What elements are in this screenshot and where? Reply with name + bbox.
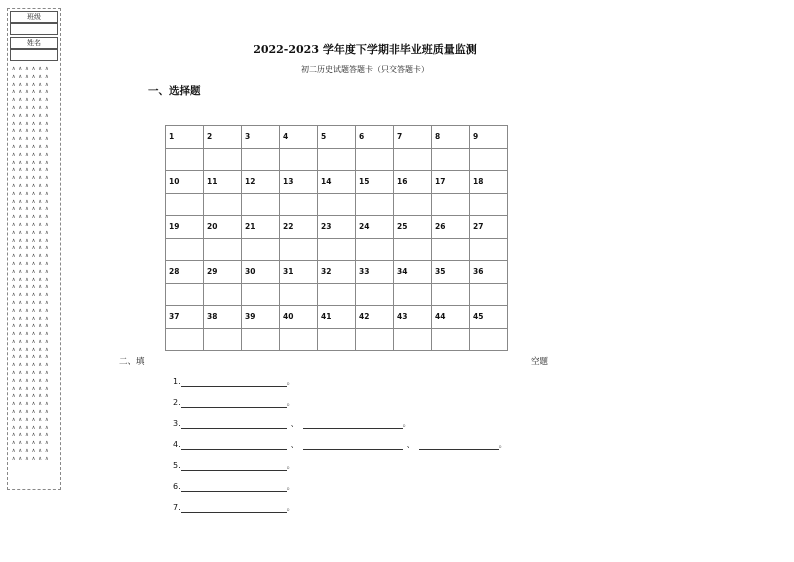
seal-mark-row: ∧ ∧ ∧ ∧ ∧ ∧	[12, 416, 49, 423]
page-subtitle: 初二历史试题答题卡（只交答题卡）	[301, 65, 429, 74]
seal-mark-row: ∧ ∧ ∧ ∧ ∧ ∧	[12, 323, 49, 330]
seal-mark-row: ∧ ∧ ∧ ∧ ∧ ∧	[12, 120, 49, 127]
seal-mark-row: ∧ ∧ ∧ ∧ ∧ ∧	[12, 206, 49, 213]
question-number: 16	[397, 177, 408, 187]
class-blank[interactable]	[10, 23, 58, 35]
question-number: 35	[435, 267, 446, 277]
fill-item-number: 6.	[173, 482, 181, 491]
fill-item-end: 。	[286, 503, 295, 512]
question-number-cell	[166, 216, 204, 239]
question-number-cell	[356, 306, 394, 329]
seal-mark-row: ∧ ∧ ∧ ∧ ∧ ∧	[12, 253, 49, 260]
seal-mark-row: ∧ ∧ ∧ ∧ ∧ ∧	[12, 401, 49, 408]
question-number: 34	[397, 267, 408, 277]
seal-mark-row: ∧ ∧ ∧ ∧ ∧ ∧	[12, 151, 49, 158]
grid-number-row	[166, 171, 508, 194]
seal-mark-row: ∧ ∧ ∧ ∧ ∧ ∧	[12, 89, 49, 96]
grid-answer-row	[166, 238, 508, 261]
grid-number-row	[166, 216, 508, 239]
question-number: 10	[169, 177, 180, 187]
fill-item-end: 。	[498, 440, 507, 449]
seal-mark-row: ∧ ∧ ∧ ∧ ∧ ∧	[12, 167, 49, 174]
answer-cell[interactable]	[280, 148, 318, 171]
question-number-cell	[166, 171, 204, 194]
question-number-cell	[432, 171, 470, 194]
answer-cell[interactable]	[242, 148, 280, 171]
question-number: 31	[283, 267, 294, 277]
answer-cell[interactable]	[470, 238, 508, 261]
answer-cell[interactable]	[280, 193, 318, 216]
seal-mark-row: ∧ ∧ ∧ ∧ ∧ ∧	[12, 331, 49, 338]
question-number-cell	[280, 171, 318, 194]
question-number-cell	[204, 126, 242, 149]
fill-item	[173, 460, 295, 471]
fill-item-end: 。	[286, 377, 295, 386]
seal-mark-row: ∧ ∧ ∧ ∧ ∧ ∧	[12, 315, 49, 322]
fill-blank[interactable]	[419, 440, 499, 450]
question-number-cell	[470, 261, 508, 284]
fill-blank[interactable]	[181, 398, 287, 408]
fill-item	[173, 439, 507, 450]
answer-cell[interactable]	[318, 238, 356, 261]
question-number-cell	[204, 216, 242, 239]
grid-number-row	[166, 261, 508, 284]
question-number-cell	[242, 216, 280, 239]
question-number: 3	[245, 132, 251, 142]
question-number: 15	[359, 177, 370, 187]
answer-cell[interactable]	[356, 148, 394, 171]
question-number-cell	[356, 261, 394, 284]
question-number-cell	[470, 126, 508, 149]
answer-cell[interactable]	[166, 283, 204, 306]
answer-cell[interactable]	[356, 328, 394, 351]
question-number-cell	[280, 306, 318, 329]
question-number: 45	[473, 312, 484, 322]
seal-mark-row: ∧ ∧ ∧ ∧ ∧ ∧	[12, 136, 49, 143]
seal-mark-row: ∧ ∧ ∧ ∧ ∧ ∧	[12, 448, 49, 455]
question-number: 21	[245, 222, 256, 232]
answer-cell[interactable]	[166, 148, 204, 171]
seal-mark-row: ∧ ∧ ∧ ∧ ∧ ∧	[12, 284, 49, 291]
answer-cell[interactable]	[432, 328, 470, 351]
seal-mark-row: ∧ ∧ ∧ ∧ ∧ ∧	[12, 268, 49, 275]
answer-cell[interactable]	[204, 328, 242, 351]
fill-item-number: 4.	[173, 440, 181, 449]
answer-cell[interactable]	[280, 328, 318, 351]
fill-blank[interactable]	[303, 419, 403, 429]
section-fill-heading-right: 空题	[531, 357, 549, 367]
fill-item-number: 5.	[173, 461, 181, 470]
question-number-cell	[280, 216, 318, 239]
seal-mark-row: ∧ ∧ ∧ ∧ ∧ ∧	[12, 81, 49, 88]
fill-blank[interactable]	[181, 482, 287, 492]
question-number: 27	[473, 222, 484, 232]
question-number: 2	[207, 132, 213, 142]
question-number: 23	[321, 222, 332, 232]
seal-mark-row: ∧ ∧ ∧ ∧ ∧ ∧	[12, 292, 49, 299]
answer-cell[interactable]	[166, 328, 204, 351]
page-title: 2022-2023 学年度下学期非毕业班质量监测	[253, 43, 477, 56]
grid-answer-row	[166, 283, 508, 306]
answer-cell[interactable]	[280, 283, 318, 306]
question-number: 6	[359, 132, 365, 142]
answer-cell[interactable]	[242, 283, 280, 306]
fill-item-number: 3.	[173, 419, 181, 428]
fill-item-number: 1.	[173, 377, 181, 386]
question-number-cell	[166, 306, 204, 329]
question-number: 37	[169, 312, 180, 322]
answer-cell[interactable]	[242, 193, 280, 216]
grid-answer-row	[166, 193, 508, 216]
seal-line-marks	[12, 66, 58, 464]
answer-cell[interactable]	[394, 193, 432, 216]
question-number-cell	[280, 126, 318, 149]
seal-mark-row: ∧ ∧ ∧ ∧ ∧ ∧	[12, 175, 49, 182]
question-number-cell	[204, 306, 242, 329]
fill-item-number: 7.	[173, 503, 181, 512]
seal-mark-row: ∧ ∧ ∧ ∧ ∧ ∧	[12, 260, 49, 267]
seal-mark-row: ∧ ∧ ∧ ∧ ∧ ∧	[12, 393, 49, 400]
seal-mark-row: ∧ ∧ ∧ ∧ ∧ ∧	[12, 128, 49, 135]
seal-mark-row: ∧ ∧ ∧ ∧ ∧ ∧	[12, 424, 49, 431]
answer-cell[interactable]	[470, 193, 508, 216]
question-number: 41	[321, 312, 332, 322]
question-number: 40	[283, 312, 294, 322]
question-number-cell	[242, 171, 280, 194]
question-number-cell	[242, 306, 280, 329]
class-label: 班级	[27, 13, 41, 21]
question-number: 36	[473, 267, 484, 277]
fill-item-number: 2.	[173, 398, 181, 407]
question-number-cell	[318, 126, 356, 149]
question-number: 11	[207, 177, 218, 187]
fill-item	[173, 397, 295, 408]
seal-mark-row: ∧ ∧ ∧ ∧ ∧ ∧	[12, 97, 49, 104]
fill-separator: 、	[290, 419, 299, 428]
fill-blank[interactable]	[181, 503, 287, 513]
question-number: 26	[435, 222, 446, 232]
seal-mark-row: ∧ ∧ ∧ ∧ ∧ ∧	[12, 346, 49, 353]
question-number-cell	[470, 216, 508, 239]
answer-cell[interactable]	[356, 283, 394, 306]
seal-mark-row: ∧ ∧ ∧ ∧ ∧ ∧	[12, 338, 49, 345]
question-number: 14	[321, 177, 332, 187]
question-number-cell	[394, 261, 432, 284]
question-number-cell	[318, 171, 356, 194]
question-number: 22	[283, 222, 294, 232]
seal-mark-row: ∧ ∧ ∧ ∧ ∧ ∧	[12, 299, 49, 306]
fill-item-end: 。	[286, 482, 295, 491]
question-number-cell	[204, 171, 242, 194]
question-number: 1	[169, 132, 175, 142]
question-number-cell	[394, 126, 432, 149]
section-fill-heading-left: 二、填	[119, 357, 145, 367]
seal-mark-row: ∧ ∧ ∧ ∧ ∧ ∧	[12, 190, 49, 197]
question-number: 5	[321, 132, 327, 142]
question-number: 25	[397, 222, 408, 232]
seal-mark-row: ∧ ∧ ∧ ∧ ∧ ∧	[12, 182, 49, 189]
question-number-cell	[394, 216, 432, 239]
fill-blank[interactable]	[181, 419, 287, 429]
seal-mark-row: ∧ ∧ ∧ ∧ ∧ ∧	[12, 354, 49, 361]
seal-mark-row: ∧ ∧ ∧ ∧ ∧ ∧	[12, 214, 49, 221]
answer-cell[interactable]	[318, 283, 356, 306]
answer-cell[interactable]	[204, 148, 242, 171]
fill-item-end: 。	[286, 461, 295, 470]
seal-mark-row: ∧ ∧ ∧ ∧ ∧ ∧	[12, 104, 49, 111]
seal-mark-row: ∧ ∧ ∧ ∧ ∧ ∧	[12, 229, 49, 236]
question-number-cell	[318, 261, 356, 284]
question-number-cell	[318, 306, 356, 329]
grid-number-row	[166, 306, 508, 329]
question-number: 12	[245, 177, 256, 187]
seal-mark-row: ∧ ∧ ∧ ∧ ∧ ∧	[12, 362, 49, 369]
question-number: 43	[397, 312, 408, 322]
question-number: 20	[207, 222, 218, 232]
seal-mark-row: ∧ ∧ ∧ ∧ ∧ ∧	[12, 73, 49, 80]
question-number: 39	[245, 312, 256, 322]
question-number-cell	[432, 126, 470, 149]
answer-cell[interactable]	[394, 148, 432, 171]
question-number-cell	[432, 261, 470, 284]
seal-mark-row: ∧ ∧ ∧ ∧ ∧ ∧	[12, 377, 49, 384]
seal-mark-row: ∧ ∧ ∧ ∧ ∧ ∧	[12, 245, 49, 252]
answer-cell[interactable]	[318, 328, 356, 351]
seal-mark-row: ∧ ∧ ∧ ∧ ∧ ∧	[12, 159, 49, 166]
question-number-cell	[166, 261, 204, 284]
fill-blank[interactable]	[181, 461, 287, 471]
seal-mark-row: ∧ ∧ ∧ ∧ ∧ ∧	[12, 221, 49, 228]
answer-cell[interactable]	[356, 238, 394, 261]
fill-separator: 、	[290, 440, 299, 449]
question-number: 17	[435, 177, 446, 187]
answer-cell[interactable]	[470, 283, 508, 306]
question-number-cell	[318, 216, 356, 239]
fill-item	[173, 481, 295, 492]
question-number: 42	[359, 312, 370, 322]
seal-mark-row: ∧ ∧ ∧ ∧ ∧ ∧	[12, 440, 49, 447]
answer-cell[interactable]	[470, 328, 508, 351]
answer-cell[interactable]	[432, 148, 470, 171]
seal-mark-row: ∧ ∧ ∧ ∧ ∧ ∧	[12, 237, 49, 244]
seal-mark-row: ∧ ∧ ∧ ∧ ∧ ∧	[12, 112, 49, 119]
fill-blank[interactable]	[181, 440, 287, 450]
question-number-cell	[356, 171, 394, 194]
question-number: 4	[283, 132, 289, 142]
question-number: 44	[435, 312, 446, 322]
fill-separator: 、	[406, 440, 415, 449]
answer-cell[interactable]	[432, 238, 470, 261]
seal-mark-row: ∧ ∧ ∧ ∧ ∧ ∧	[12, 66, 49, 72]
seal-mark-row: ∧ ∧ ∧ ∧ ∧ ∧	[12, 276, 49, 283]
question-number: 28	[169, 267, 180, 277]
seal-mark-row: ∧ ∧ ∧ ∧ ∧ ∧	[12, 455, 49, 462]
answer-cell[interactable]	[470, 148, 508, 171]
answer-cell[interactable]	[280, 238, 318, 261]
seal-mark-row: ∧ ∧ ∧ ∧ ∧ ∧	[12, 385, 49, 392]
question-number: 9	[473, 132, 479, 142]
question-number: 7	[397, 132, 403, 142]
question-number-cell	[432, 306, 470, 329]
question-number-cell	[470, 171, 508, 194]
seal-mark-row: ∧ ∧ ∧ ∧ ∧ ∧	[12, 143, 49, 150]
question-number-cell	[166, 126, 204, 149]
section-choice-heading: 一、选择题	[148, 85, 201, 97]
question-number: 18	[473, 177, 484, 187]
answer-cell[interactable]	[204, 193, 242, 216]
question-number: 19	[169, 222, 180, 232]
answer-cell[interactable]	[432, 283, 470, 306]
class-field[interactable]	[10, 11, 58, 23]
fill-blank[interactable]	[181, 377, 287, 387]
answer-cell[interactable]	[166, 193, 204, 216]
question-number: 33	[359, 267, 370, 277]
grid-number-row	[166, 126, 508, 149]
fill-item	[173, 418, 411, 429]
answer-cell[interactable]	[394, 283, 432, 306]
fill-item	[173, 376, 295, 387]
answer-cell[interactable]	[204, 283, 242, 306]
seal-mark-row: ∧ ∧ ∧ ∧ ∧ ∧	[12, 307, 49, 314]
question-number-cell	[394, 306, 432, 329]
question-number-cell	[242, 261, 280, 284]
seal-mark-row: ∧ ∧ ∧ ∧ ∧ ∧	[12, 432, 49, 439]
grid-answer-row	[166, 148, 508, 171]
question-number: 24	[359, 222, 370, 232]
answer-grid	[165, 125, 508, 351]
question-number-cell	[356, 216, 394, 239]
answer-cell[interactable]	[242, 328, 280, 351]
question-number: 32	[321, 267, 332, 277]
question-number-cell	[470, 306, 508, 329]
answer-cell[interactable]	[204, 238, 242, 261]
answer-cell[interactable]	[166, 238, 204, 261]
question-number-cell	[280, 261, 318, 284]
answer-cell[interactable]	[394, 238, 432, 261]
fill-item	[173, 502, 295, 513]
answer-cell[interactable]	[318, 193, 356, 216]
answer-cell[interactable]	[356, 193, 394, 216]
question-number-cell	[242, 126, 280, 149]
question-number-cell	[356, 126, 394, 149]
question-number-cell	[394, 171, 432, 194]
fill-item-end: 。	[286, 398, 295, 407]
question-number: 30	[245, 267, 256, 277]
seal-mark-row: ∧ ∧ ∧ ∧ ∧ ∧	[12, 198, 49, 205]
seal-mark-row: ∧ ∧ ∧ ∧ ∧ ∧	[12, 409, 49, 416]
question-number: 38	[207, 312, 218, 322]
fill-item-end: 。	[402, 419, 411, 428]
question-number-cell	[204, 261, 242, 284]
binding-margin	[7, 8, 61, 490]
grid-answer-row	[166, 328, 508, 351]
name-label: 姓名	[27, 39, 41, 47]
question-number: 8	[435, 132, 441, 142]
question-number: 29	[207, 267, 218, 277]
answer-cell[interactable]	[394, 328, 432, 351]
question-number: 13	[283, 177, 294, 187]
answer-cell[interactable]	[242, 238, 280, 261]
answer-cell[interactable]	[318, 148, 356, 171]
question-number-cell	[432, 216, 470, 239]
seal-mark-row: ∧ ∧ ∧ ∧ ∧ ∧	[12, 370, 49, 377]
answer-cell[interactable]	[432, 193, 470, 216]
fill-blank[interactable]	[303, 440, 403, 450]
